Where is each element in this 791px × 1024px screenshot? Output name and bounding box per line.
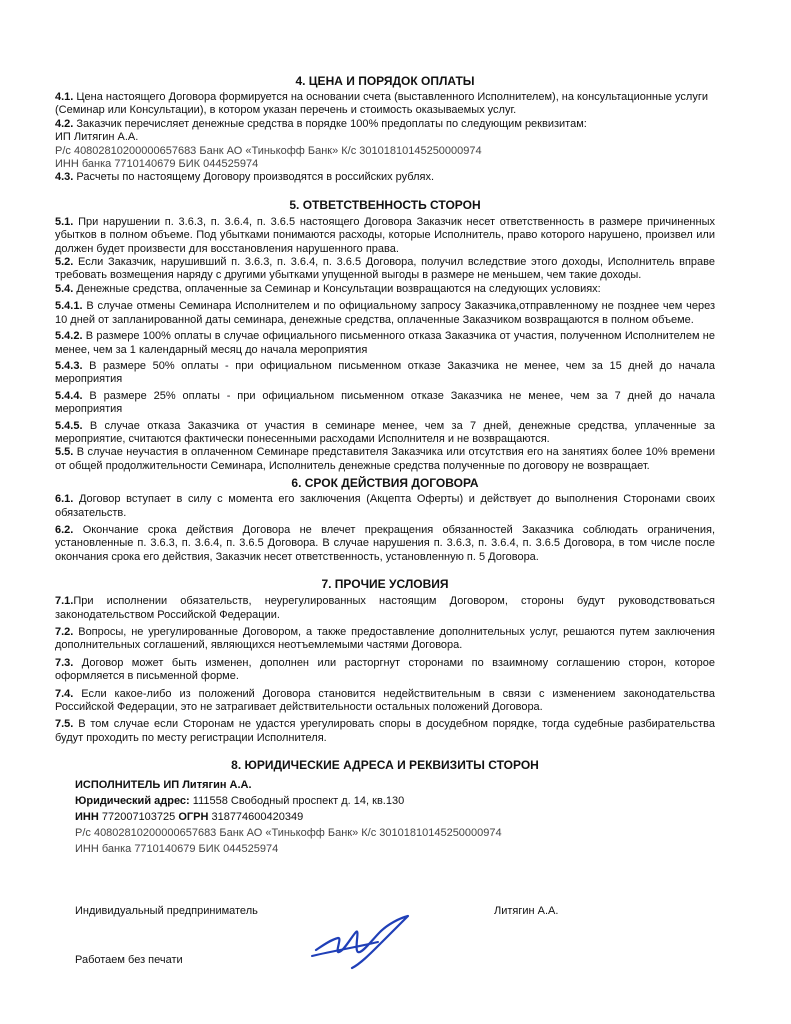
clause-number: 7.4. — [55, 687, 74, 700]
requisites-block — [55, 777, 715, 857]
clause-number: 5.4.2. — [55, 330, 83, 343]
clause-text: При исполнении обязательств, неурегулированных настоящим Договором, стороны будут руководствоваться законодательством Российской Федерации. — [55, 595, 715, 621]
clause-5-4-5 — [55, 420, 715, 447]
document-content — [55, 74, 715, 857]
clause-number: 5.4.1. — [55, 300, 83, 313]
clause-5-2 — [55, 256, 715, 283]
signature-underline — [312, 942, 378, 956]
clause-text: При нарушении п. 3.6.3, п. 3.6.4, п. 3.6.5 настоящего Договора Заказчик несет ответственность в размере причиненных убытков в полном объеме. Под убытками понимаются расходы, которые Исполнитель, право которого нарушено, произвел или должен будет произвести для восстановления нарушенного права. — [55, 215, 715, 255]
inn-ogrn — [55, 809, 715, 825]
clause-text: Если какое-либо из положений Договора становится недействительным в связи с изменением законодательства Российской Федерации, это не затрагивает действительности остальных положений Договора. — [55, 687, 715, 714]
clause-number: 4.3. — [55, 171, 74, 184]
clause-5-5 — [55, 446, 715, 473]
clause-4-1 — [55, 91, 715, 118]
clause-number: 7.2. — [55, 626, 74, 638]
clause-number: 6.2. — [55, 523, 74, 536]
clause-text: В том случае если Сторонам не удастся урегулировать споры в досудебном порядке, тогда судебные разбирательства будут проходить по месту регистрации Исполнителя. — [55, 718, 715, 744]
clause-number: 5.4. — [55, 282, 74, 295]
section-8-title: 8. ЮРИДИЧЕСКИЕ АДРЕСА И РЕКВИЗИТЫ СТОРОН — [231, 758, 539, 773]
payee-account: Р/с 40802810200000657683 Банк АО «Тинькофф Банк» К/с 30101810145250000974 — [55, 144, 482, 157]
clause-text: Договор вступает в силу с момента его заключения (Акцепта Оферты) и действует до выполнения Сторонами своих обязательств. — [55, 493, 715, 519]
section-6-title: 6. СРОК ДЕЙСТВИЯ ДОГОВОРА — [291, 476, 479, 491]
clause-6-2 — [55, 524, 715, 564]
clause-text: Цена настоящего Договора формируется на основании счета (выставленного Исполнителем), на консультационные услуги (Семинар или Консультации), в котором указан перечень и стоимость оказываемых услуг. — [55, 91, 709, 117]
clause-text: Расчеты по настоящему Договору производятся в российских рублях. — [73, 171, 435, 184]
clause-number: 7.3. — [55, 656, 74, 669]
clause-text: В случае отказа Заказчика от участия в семинаре менее, чем за 7 дней, денежные средства, уплаченные за мероприятие, считаются фактически понесенными расходами Исполнителя и не возвращаются. — [55, 419, 715, 445]
clause-text: В размере 100% оплаты в случае официального письменного отказа Заказчика от участия, полученном Исполнителем не менее, чем за 1 календарный месяц до начала мероприятия — [55, 330, 715, 356]
clause-7-2 — [55, 626, 715, 653]
executor-bank: ИНН банка 7710140679 БИК 044525974 — [75, 843, 279, 856]
clause-number: 5.4.3. — [55, 359, 83, 372]
clause-text: В размере 50% оплаты - при официальном письменном отказе Заказчика не менее, чем за 15 дней до начала мероприятия — [55, 359, 715, 386]
clause-5-4 — [55, 283, 715, 296]
no-stamp-note: Работаем без печати — [75, 954, 183, 966]
inn-label: ИНН — [75, 811, 99, 824]
clause-4-3 — [55, 171, 715, 184]
clause-text: В размере 25% оплаты - при официальном письменном отказе Заказчика не менее, чем за 7 дней до начала мероприятия — [55, 389, 715, 416]
clause-number: 4.2. — [55, 117, 74, 130]
legal-address — [55, 793, 715, 809]
handwritten-signature — [308, 910, 418, 972]
clause-number: 5.4.4. — [55, 389, 83, 402]
clause-5-1 — [55, 216, 715, 256]
clause-text: Договор может быть изменен, дополнен или расторгнут сторонами по взаимному соглашению сторон, которое оформляется в письменной форме. — [55, 656, 715, 683]
ogrn-label: ОГРН — [178, 811, 209, 824]
address-value: 111558 Свободный проспект д. 14, кв.130 — [189, 795, 405, 808]
clause-6-1 — [55, 493, 715, 520]
clause-number: 4.1. — [55, 91, 74, 103]
clause-number: 5.4.5. — [55, 419, 83, 432]
clause-number: 5.1. — [55, 215, 74, 228]
clause-number: 6.1. — [55, 493, 74, 506]
clause-text: Денежные средства, оплаченные за Семинар и Консультации возвращаются на следующих условиях: — [73, 282, 601, 295]
clause-text: В случае неучастия в оплаченном Семинаре представителя Заказчика или отсутствия его на занятиях более 10% времени от общей продолжительности Семинара, Исполнитель денежные средства полученные по договору не возвращает. — [55, 446, 715, 472]
executor-heading — [55, 777, 715, 793]
clause-text: Если Заказчик, нарушивший п. 3.6.3, п. 3.6.4, п. 3.6.5 Договора, получил вследствие этого доходы, Исполнитель вправе требовать возмещения наряду с другими убытками упущенной выгоды в размере не меньшем, чем такие доходы. — [55, 256, 715, 282]
clause-5-4-1 — [55, 300, 715, 327]
section-5-title: 5. ОТВЕТСТВЕННОСТЬ СТОРОН — [289, 197, 481, 212]
signatory-name: Литягин А.А. — [494, 905, 559, 917]
clause-number: 5.2. — [55, 256, 74, 269]
clause-7-4 — [55, 688, 715, 715]
clause-7-1 — [55, 595, 715, 622]
clause-text: Заказчик перечисляет денежные средства в порядке 100% предоплаты по следующим реквизитам: — [73, 117, 587, 130]
clause-text: Вопросы, не урегулированные Договором, а также предоставление дополнительных услуг, решаются путем заключения дополнительных соглашений, являющихся неотъемлемыми частями Договора. — [55, 626, 715, 652]
clause-4-2 — [55, 118, 715, 131]
ogrn-value: 318774600420349 — [208, 811, 304, 824]
clause-5-4-3 — [55, 360, 715, 387]
section-7-title: 7. ПРОЧИЕ УСЛОВИЯ — [321, 577, 449, 592]
executor-name: ИСПОЛНИТЕЛЬ ИП Литягин А.А. — [75, 779, 252, 792]
clause-7-3 — [55, 657, 715, 684]
clause-number: 7.5. — [55, 718, 74, 731]
signatory-title: Индивидуальный предприниматель — [75, 905, 258, 917]
clause-text: Окончание срока действия Договора не влечет прекращения обязанностей Заказчика соблюдать ограничения, установленные п. 3.6.3, п. 3.6.4, п. 3.6.5 Договора. В случае нарушения п. 3.6.3, п. 3.6.4, п. 3.6.5 Договора, в том числе после окончания срока его действия, Заказчик несет ответственность, установленную п. 5 Договора. — [55, 523, 715, 563]
clause-number: 5.5. — [55, 446, 74, 459]
clause-text: В случае отмены Семинара Исполнителем и по официальному запросу Заказчика,отправленному не позднее чем через 10 дней от запланированной даты семинара, денежные средства, оплаченные Заказчиком возвращаются в полном объеме. — [55, 300, 715, 326]
clause-5-4-2 — [55, 330, 715, 357]
section-4-title: 4. ЦЕНА И ПОРЯДОК ОПЛАТЫ — [295, 74, 475, 88]
payee-name: ИП Литягин А.А. — [55, 131, 139, 144]
clause-number: 7.1. — [55, 595, 74, 608]
payee-bank: ИНН банка 7710140679 БИК 044525974 — [55, 158, 259, 171]
executor-account: Р/с 40802810200000657683 Банк АО «Тинькофф Банк» К/с 30101810145250000974 — [75, 827, 502, 840]
clause-7-5 — [55, 718, 715, 745]
clause-5-4-4 — [55, 390, 715, 417]
signature-stroke — [316, 916, 408, 968]
inn-value: 772007103725 — [98, 811, 179, 824]
address-label: Юридический адрес: — [75, 795, 190, 808]
